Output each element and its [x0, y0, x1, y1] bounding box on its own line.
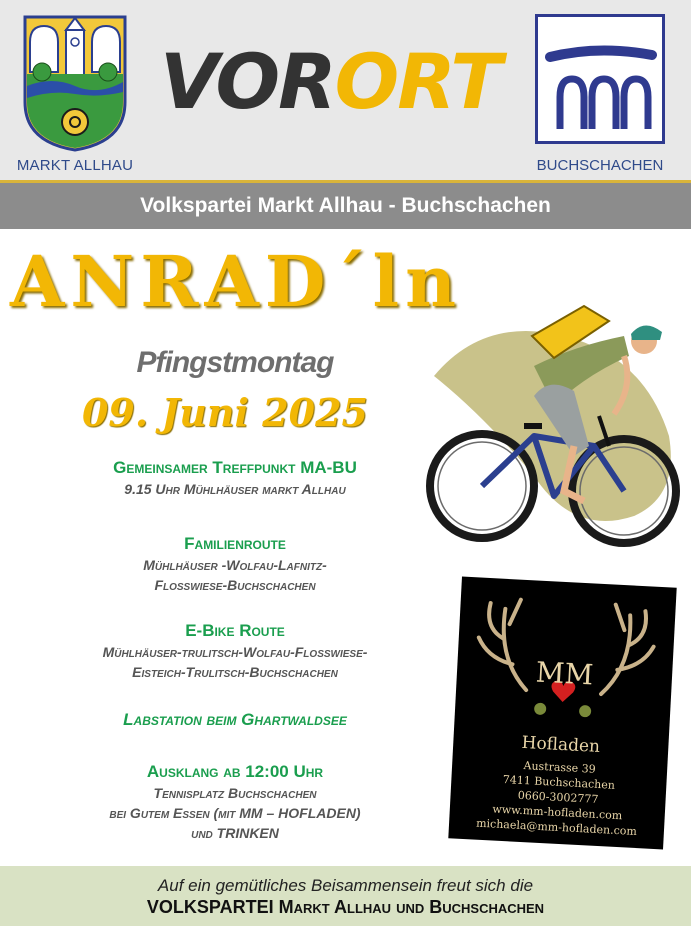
meeting-point-section	[20, 457, 450, 499]
closing-section	[20, 761, 450, 843]
hofladen-name: Hofladen	[521, 732, 601, 757]
section-line: 9.15 Uhr Mühlhäuser markt Allhau	[124, 481, 346, 497]
markt-allhau-caption: MARKT ALLHAU	[16, 157, 134, 174]
cyclist-illustration	[424, 296, 689, 566]
hofladen-phone: 0660-3002777	[517, 788, 599, 806]
hofladen-address: Austrasse 39	[523, 759, 597, 776]
refreshment-section	[20, 709, 450, 731]
section-line: Mühlhäuser-trulitsch-Wolfau-Flosswiese-	[102, 644, 368, 660]
section-line: Eisteich-Trulitsch-Buchschachen	[132, 664, 338, 680]
logo-part-ort: ORT	[334, 37, 501, 126]
footer-host: VOLKSPARTEI Markt Allhau und Buchschachen	[146, 897, 545, 917]
hofladen-advertisement	[448, 577, 676, 850]
section-line: und TRINKEN	[191, 825, 279, 841]
logo-part-vor: VOR	[160, 37, 335, 126]
hofladen-website: www.mm-hofladen.com	[492, 802, 623, 823]
section-heading: E-Bike Route	[185, 621, 285, 640]
hofladen-email: michaela@mm-hofladen.com	[475, 816, 638, 839]
markt-allhau-coat-of-arms	[22, 14, 128, 152]
footer	[0, 866, 691, 926]
section-heading: Familienroute	[184, 534, 286, 553]
vorort-logo	[160, 34, 500, 130]
event-title: ANRAD´ln	[10, 240, 462, 323]
section-heading: Gemeinsamer Treffpunkt MA-BU	[113, 458, 357, 477]
event-date: 09. Juni 2025	[81, 390, 368, 435]
section-line: Tennisplatz Buchschachen	[153, 785, 317, 801]
buchschachen-caption: BUCHSCHACHEN	[536, 157, 664, 174]
buchschachen-emblem	[535, 14, 665, 144]
section-heading: Labstation beim Ghartwaldsee	[123, 710, 347, 729]
section-line: bei Gutem Essen (mit MM – HOFLADEN)	[109, 805, 361, 821]
hofladen-contact	[449, 754, 668, 840]
header	[0, 0, 691, 183]
event-day: Pfingstmontag	[136, 346, 334, 379]
section-line: Flosswiese-Buchschachen	[154, 577, 316, 593]
buchschachen-emblem-graphic	[538, 17, 662, 141]
footer-invitation: Auf ein gemütliches Beisammensein freut sich die	[157, 876, 534, 895]
hofladen-monogram: MM	[535, 655, 595, 692]
section-heading: Ausklang ab 12:00 Uhr	[146, 762, 324, 781]
section-line: Mühlhäuser -Wolfau-Lafnitz-	[143, 557, 327, 573]
family-route-section	[20, 533, 450, 595]
hofladen-city: 7411 Buchschachen	[502, 772, 616, 792]
party-bar: Volkspartei Markt Allhau - Buchschachen	[0, 183, 691, 229]
ebike-route-section	[20, 620, 450, 682]
